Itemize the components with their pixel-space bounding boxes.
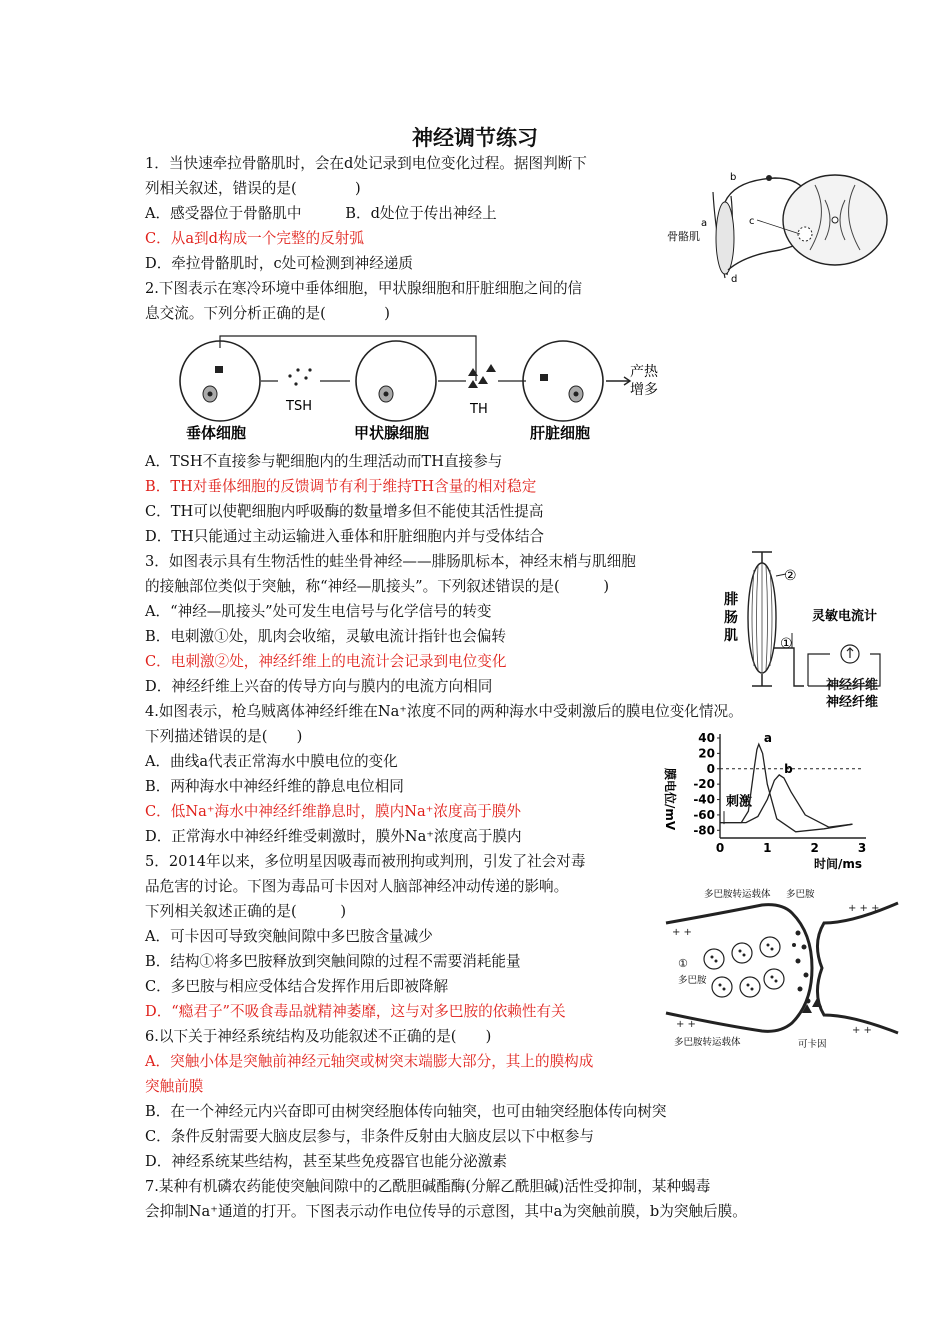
- x-axis-label: 时间/ms: [814, 857, 863, 871]
- label-meter: 灵敏电流计: [812, 609, 878, 624]
- label-c: c: [749, 216, 755, 227]
- text-line-q4-l1: 4.如图表示，枪乌贼离体神经纤维在Na⁺浓度不同的两种海水中受刺激后的膜电位变化情况。: [145, 703, 743, 720]
- label-m2: 肠: [724, 610, 738, 626]
- series-b-label: b: [784, 761, 793, 776]
- text-line-q6-l1: 6.以下关于神经系统结构及功能叙述不正确的是( ): [145, 1028, 492, 1045]
- label-one: ①: [678, 957, 688, 970]
- svg-text:+ + +: + + +: [848, 903, 880, 914]
- text-line-q5-b: B．结构①将多巴胺释放到突触间隙的过程不需要消耗能量: [145, 953, 521, 970]
- y-tick-label: -40: [693, 792, 715, 807]
- svg-text:+ +: + +: [672, 927, 692, 938]
- text-line-q3-l2: 的接触部位类似于突触，称“神经—肌接头”。下列叙述错误的是( ): [145, 578, 610, 595]
- nerve-muscle-figure: [720, 548, 895, 710]
- text-line-q1-l1: 1．当快速牵拉骨骼肌时，会在d处记录到电位变化过程。据图判断下: [145, 155, 587, 172]
- membrane-potential-chart: [650, 728, 880, 876]
- y-tick-label: 20: [698, 746, 715, 761]
- text-line-q2-b: B．TH对垂体细胞的反馈调节有利于维持TH含量的相对稳定: [145, 478, 537, 495]
- text-line-q2-d: D．TH只能通过主动运输进入垂体和肝脏细胞内并与受体结合: [145, 528, 545, 545]
- text-line-q6-b: B．在一个神经元内兴奋即可由树突经胞体传向轴突，也可由轴突经胞体传向树突: [145, 1103, 667, 1120]
- text-line-q3-c: C．电刺激②处，神经纤维上的电流计会记录到电位变化: [145, 653, 507, 670]
- text-line-q1-d: D．牵拉骨骼肌时，c处可检测到神经递质: [145, 255, 413, 272]
- text-line-q5-l2: 品危害的讨论。下图为毒品可卡因对人脑部神经冲动传递的影响。: [145, 878, 569, 895]
- label-carrier-bottom: 多巴胺转运载体: [674, 1037, 741, 1048]
- svg-text:+ +: + +: [676, 1019, 696, 1030]
- text-line-q4-b: B．两种海水中神经纤维的静息电位相同: [145, 778, 404, 795]
- label-dopamine2: 多巴胺: [678, 975, 707, 986]
- label-carrier-top: 多巴胺转运载体: [704, 889, 771, 900]
- label-cocaine: 可卡因: [798, 1039, 827, 1050]
- text-line-q4-a: A．曲线a代表正常海水中膜电位的变化: [145, 753, 398, 770]
- text-line-q2-a: A．TSH不直接参与靶细胞内的生理活动而TH直接参与: [145, 453, 503, 470]
- text-line-q1-l2: 列相关叙述，错误的是( ): [145, 180, 361, 197]
- text-line-q4-l2: 下列描述错误的是( ): [145, 728, 303, 745]
- text-line-q6-a2: 突触前膜: [145, 1078, 204, 1095]
- y-axis-label: 膜电位/mV: [663, 768, 677, 831]
- label-liver: 肝脏细胞: [530, 424, 591, 442]
- text-line-q3-d: D．神经纤维上兴奋的传导方向与膜内的电流方向相同: [145, 678, 493, 695]
- label-heat2: 增多: [630, 382, 658, 398]
- text-line-q5-a: A．可卡因可导致突触间隙中多巴胺含量减少: [145, 928, 433, 945]
- text-line-q7-l1: 7.某种有机磷农药能使突触间隙中的乙酰胆碱酯酶(分解乙酰胆碱)活性受抑制，某种蝎毒: [145, 1178, 711, 1195]
- spinal-cord-figure: [665, 160, 895, 290]
- label-m1: 腓: [724, 592, 738, 608]
- label-m3: 肌: [724, 628, 738, 644]
- x-tick-label: 3: [857, 841, 867, 855]
- label-th: TH: [470, 402, 488, 417]
- label-one: ①: [780, 636, 793, 652]
- text-line-q4-c: C．低Na⁺海水中神经纤维静息时，膜内Na⁺浓度高于膜外: [145, 803, 521, 820]
- y-tick-label: 0: [706, 761, 715, 776]
- hormone-figure: [178, 328, 668, 446]
- text-line-q5-c: C．多巴胺与相应受体结合发挥作用后即被降解: [145, 978, 449, 995]
- y-tick-label: -60: [693, 807, 715, 822]
- y-tick-label: 40: [698, 731, 715, 745]
- text-line-q2-l2: 息交流。下列分析正确的是( ): [145, 305, 390, 322]
- x-tick-label: 2: [810, 841, 819, 855]
- text-line-q3-l1: 3．如图表示具有生物活性的蛙坐骨神经——腓肠肌标本，神经末梢与肌细胞: [145, 553, 636, 570]
- fiber-label: 神经纤维: [826, 678, 879, 693]
- synapse-figure: [662, 883, 902, 1055]
- text-line-q1-c: C．从a到d构成一个完整的反射弧: [145, 230, 364, 247]
- text-line-q4-d: D．正常海水中神经纤维受刺激时，膜外Na⁺浓度高于膜内: [145, 828, 522, 845]
- label-d: d: [731, 274, 738, 285]
- page-title: 神经调节练习: [412, 126, 538, 150]
- label-thyroid: 甲状腺细胞: [354, 424, 430, 442]
- series-a-label: a: [763, 731, 772, 746]
- label-muscle: 骨骼肌: [667, 230, 700, 243]
- text-line-q1-ab: A．感受器位于骨骼肌中 B．d处位于传出神经上: [145, 205, 497, 222]
- text-line-q6-d: D．神经系统某些结构，甚至某些免疫器官也能分泌激素: [145, 1153, 507, 1170]
- text-line-q7-l2: 会抑制Na⁺通道的打开。下图表示动作电位传导的示意图，其中a为突触前膜，b为突触后膜。: [145, 1203, 747, 1220]
- label-pituitary: 垂体细胞: [186, 424, 247, 442]
- series-a-line: [720, 744, 853, 832]
- text-line-q2-c: C．TH可以使靶细胞内呼吸酶的数量增多但不能使其活性提高: [145, 503, 544, 520]
- text-line-q5-l3: 下列相关叙述正确的是( ): [145, 903, 347, 920]
- label-heat1: 产热: [630, 364, 658, 380]
- text-line-q6-c: C．条件反射需要大脑皮层参与，非条件反射由大脑皮层以下中枢参与: [145, 1128, 594, 1145]
- x-tick-label: 1: [763, 841, 772, 855]
- text-line-q2-l1: 2.下图表示在寒冷环境中垂体细胞，甲状腺细胞和肝脏细胞之间的信: [145, 280, 583, 297]
- svg-text:+ +: + +: [852, 1025, 872, 1036]
- label-fiber: 神经纤维: [826, 695, 879, 710]
- text-line-q5-d: D．“瘾君子”不吸食毒品就精神萎靡，这与对多巴胺的依赖性有关: [145, 1003, 566, 1020]
- text-line-q5-l1: 5．2014年以来，多位明星因吸毒而被刑拘或判刑，引发了社会对毒: [145, 853, 586, 870]
- label-a: a: [701, 218, 708, 229]
- text-line-q6-a1: A．突触小体是突触前神经元轴突或树突末端膨大部分，其上的膜构成: [145, 1053, 594, 1070]
- x-tick-label: 0: [715, 841, 725, 855]
- text-line-q3-b: B．电刺激①处，肌肉会收缩，灵敏电流计指针也会偏转: [145, 628, 506, 645]
- y-tick-label: -80: [693, 823, 715, 838]
- label-dopamine: 多巴胺: [786, 889, 815, 900]
- label-two: ②: [784, 568, 797, 584]
- text-line-q3-a: A．“神经—肌接头”处可发生电信号与化学信号的转变: [145, 603, 492, 620]
- y-tick-label: -20: [693, 777, 715, 792]
- label-tsh: TSH: [286, 399, 312, 414]
- stimulus-label: 刺激: [726, 794, 753, 810]
- label-b: b: [730, 172, 737, 183]
